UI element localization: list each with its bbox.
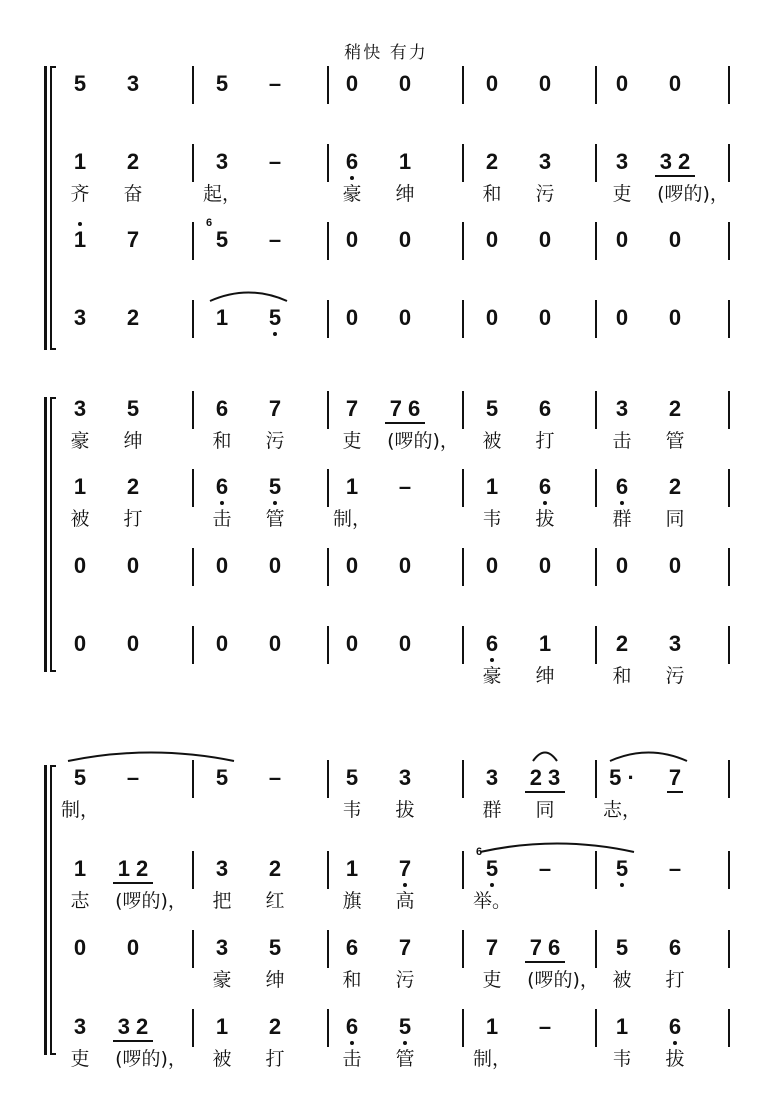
note: 0 bbox=[73, 935, 87, 960]
note-underline bbox=[655, 175, 695, 177]
note: 7 bbox=[398, 856, 412, 881]
lyric: 绅 bbox=[265, 969, 285, 991]
low-octave-dot bbox=[673, 1041, 677, 1045]
lyric: 管 bbox=[265, 508, 285, 530]
lyric: 韦 bbox=[612, 1048, 632, 1070]
note: 7 bbox=[485, 935, 499, 960]
note: 0 bbox=[398, 631, 412, 656]
note-underline bbox=[525, 791, 565, 793]
note-underline bbox=[113, 1040, 153, 1042]
barline bbox=[192, 469, 194, 507]
note: 0 bbox=[215, 553, 229, 578]
note: 5 bbox=[345, 765, 359, 790]
note: 1 bbox=[538, 631, 552, 656]
note: 1 2 bbox=[117, 856, 149, 881]
slur bbox=[610, 753, 687, 762]
note: 5 bbox=[615, 856, 629, 881]
note: 3 bbox=[73, 396, 87, 421]
barline bbox=[595, 222, 597, 260]
high-octave-dot bbox=[78, 222, 82, 226]
barline bbox=[327, 1009, 329, 1047]
barline bbox=[595, 300, 597, 338]
note: 0 bbox=[126, 553, 140, 578]
lyric: 豪 bbox=[342, 183, 362, 205]
note: 5 bbox=[268, 474, 282, 499]
barline bbox=[327, 300, 329, 338]
low-octave-dot bbox=[403, 1041, 407, 1045]
barline bbox=[192, 760, 194, 798]
lyric: 和 bbox=[482, 183, 502, 205]
system-bracket bbox=[50, 66, 56, 350]
note: 6 bbox=[668, 935, 682, 960]
lyric: 绅 bbox=[123, 430, 143, 452]
note: 1 bbox=[73, 227, 87, 252]
note: 6 bbox=[538, 396, 552, 421]
note: – bbox=[268, 71, 282, 96]
barline bbox=[327, 930, 329, 968]
lyric: 豪 bbox=[70, 430, 90, 452]
note: 0 bbox=[615, 305, 629, 330]
note: 3 2 bbox=[117, 1014, 149, 1039]
lyric: 管 bbox=[395, 1048, 415, 1070]
barline bbox=[462, 851, 464, 889]
note: 1 bbox=[345, 474, 359, 499]
lyric: 污 bbox=[265, 430, 285, 452]
lyric: 制， bbox=[60, 799, 100, 821]
note: 1 bbox=[345, 856, 359, 881]
note: 0 bbox=[268, 553, 282, 578]
lyric: 同 bbox=[535, 799, 555, 821]
lyric: 制， bbox=[472, 1048, 512, 1070]
note: 0 bbox=[615, 227, 629, 252]
lyric: 绅 bbox=[535, 665, 555, 687]
barline bbox=[327, 391, 329, 429]
low-octave-dot bbox=[620, 883, 624, 887]
tempo-marking: 稍快 有力 bbox=[344, 43, 428, 63]
note: 1 bbox=[73, 474, 87, 499]
lyric: 高 bbox=[395, 890, 415, 912]
lyric: 和 bbox=[212, 430, 232, 452]
lyric: 污 bbox=[535, 183, 555, 205]
note: 6 bbox=[345, 935, 359, 960]
grace-note: 6 bbox=[476, 846, 483, 858]
lyric: (啰的)， bbox=[115, 890, 187, 912]
lyric: 同 bbox=[665, 508, 685, 530]
lyric: 打 bbox=[665, 969, 685, 991]
note: – bbox=[268, 149, 282, 174]
lyric: (啰的)， bbox=[527, 969, 599, 991]
note: 3 bbox=[215, 856, 229, 881]
barline bbox=[595, 760, 597, 798]
note: 0 bbox=[73, 553, 87, 578]
note: 0 bbox=[126, 631, 140, 656]
note: 3 bbox=[215, 149, 229, 174]
lyric: 豪 bbox=[482, 665, 502, 687]
note: – bbox=[668, 856, 682, 881]
note: 7 6 bbox=[529, 935, 561, 960]
lyric: 被 bbox=[612, 969, 632, 991]
note: 5 bbox=[73, 765, 87, 790]
note: 5 bbox=[215, 765, 229, 790]
note: 0 bbox=[668, 553, 682, 578]
lyric: 志 bbox=[70, 890, 90, 912]
barline bbox=[462, 1009, 464, 1047]
system-bracket bbox=[50, 397, 56, 672]
slur bbox=[480, 844, 634, 853]
note: 0 bbox=[615, 553, 629, 578]
barline bbox=[462, 391, 464, 429]
note: 0 bbox=[215, 631, 229, 656]
barline bbox=[728, 144, 730, 182]
lyric: 击 bbox=[612, 430, 632, 452]
note: 3 bbox=[615, 149, 629, 174]
lyric: 和 bbox=[612, 665, 632, 687]
note: 0 bbox=[538, 305, 552, 330]
note: 1 bbox=[73, 149, 87, 174]
barline bbox=[462, 626, 464, 664]
low-octave-dot bbox=[543, 501, 547, 505]
note: 6 bbox=[215, 474, 229, 499]
note: 0 bbox=[73, 631, 87, 656]
lyric: 豪 bbox=[212, 969, 232, 991]
note: 0 bbox=[345, 305, 359, 330]
note: 3 bbox=[73, 305, 87, 330]
barline bbox=[192, 626, 194, 664]
barline bbox=[192, 548, 194, 586]
lyric: 被 bbox=[482, 430, 502, 452]
note: 2 bbox=[615, 631, 629, 656]
note: 2 bbox=[668, 474, 682, 499]
note: 0 bbox=[538, 71, 552, 96]
note: 0 bbox=[668, 227, 682, 252]
note: 1 bbox=[615, 1014, 629, 1039]
barline bbox=[192, 851, 194, 889]
note: 2 3 bbox=[529, 765, 561, 790]
lyric: 污 bbox=[665, 665, 685, 687]
note: 5 bbox=[215, 71, 229, 96]
lyric: 被 bbox=[212, 1048, 232, 1070]
note: 0 bbox=[485, 305, 499, 330]
note: 7 bbox=[268, 396, 282, 421]
barline bbox=[327, 222, 329, 260]
note: 7 6 bbox=[389, 396, 421, 421]
barline bbox=[595, 144, 597, 182]
lyric: 齐 bbox=[70, 183, 90, 205]
barline bbox=[192, 222, 194, 260]
note: 0 bbox=[345, 71, 359, 96]
note: 7 bbox=[668, 765, 682, 790]
lyric: 起， bbox=[202, 183, 242, 205]
note: 2 bbox=[126, 149, 140, 174]
barline bbox=[327, 144, 329, 182]
barline bbox=[595, 469, 597, 507]
note: 6 bbox=[615, 474, 629, 499]
note: 3 bbox=[538, 149, 552, 174]
barline bbox=[462, 760, 464, 798]
note: 6 bbox=[538, 474, 552, 499]
lyric: 吏 bbox=[612, 183, 632, 205]
barline bbox=[462, 222, 464, 260]
note: 7 bbox=[126, 227, 140, 252]
barline bbox=[462, 300, 464, 338]
note: 0 bbox=[485, 71, 499, 96]
barline bbox=[192, 66, 194, 104]
note: 5 · bbox=[609, 765, 635, 790]
note: 7 bbox=[398, 935, 412, 960]
barline bbox=[192, 930, 194, 968]
barline bbox=[595, 391, 597, 429]
note: 2 bbox=[126, 474, 140, 499]
note: 2 bbox=[268, 856, 282, 881]
note: 2 bbox=[668, 396, 682, 421]
lyric: 污 bbox=[395, 969, 415, 991]
barline bbox=[192, 144, 194, 182]
barline bbox=[595, 930, 597, 968]
note-underline bbox=[113, 882, 153, 884]
note: 7 bbox=[345, 396, 359, 421]
note: – bbox=[126, 765, 140, 790]
system-bracket bbox=[50, 765, 56, 1055]
grace-note: 6 bbox=[206, 217, 213, 229]
low-octave-dot bbox=[220, 501, 224, 505]
note: 3 bbox=[398, 765, 412, 790]
note: 1 bbox=[215, 305, 229, 330]
barline bbox=[728, 300, 730, 338]
note: 6 bbox=[345, 149, 359, 174]
low-octave-dot bbox=[490, 658, 494, 662]
barline bbox=[462, 144, 464, 182]
barline bbox=[728, 548, 730, 586]
barline bbox=[192, 391, 194, 429]
note: 3 bbox=[215, 935, 229, 960]
note: 0 bbox=[485, 553, 499, 578]
barline bbox=[462, 469, 464, 507]
lyric: 打 bbox=[265, 1048, 285, 1070]
note: – bbox=[398, 474, 412, 499]
barline bbox=[595, 626, 597, 664]
lyric: 击 bbox=[342, 1048, 362, 1070]
note: 3 bbox=[485, 765, 499, 790]
note: 3 bbox=[615, 396, 629, 421]
barline bbox=[462, 548, 464, 586]
lyric: 群 bbox=[482, 799, 502, 821]
low-octave-dot bbox=[350, 176, 354, 180]
note: 0 bbox=[615, 71, 629, 96]
note-underline bbox=[667, 791, 683, 793]
barline bbox=[192, 1009, 194, 1047]
lyric: 吏 bbox=[342, 430, 362, 452]
note: 0 bbox=[538, 227, 552, 252]
note: 0 bbox=[398, 71, 412, 96]
barline bbox=[327, 66, 329, 104]
note: 0 bbox=[668, 305, 682, 330]
barline bbox=[462, 66, 464, 104]
note: 6 bbox=[485, 631, 499, 656]
note: 3 bbox=[668, 631, 682, 656]
lyric: 打 bbox=[123, 508, 143, 530]
note: 0 bbox=[485, 227, 499, 252]
note: 2 bbox=[485, 149, 499, 174]
lyric: (啰的)， bbox=[657, 183, 729, 205]
note: 0 bbox=[345, 631, 359, 656]
barline bbox=[728, 222, 730, 260]
note: 2 bbox=[268, 1014, 282, 1039]
barline bbox=[728, 391, 730, 429]
note: 3 2 bbox=[659, 149, 691, 174]
note: 1 bbox=[398, 149, 412, 174]
barline bbox=[595, 66, 597, 104]
lyric: 拔 bbox=[665, 1048, 685, 1070]
low-octave-dot bbox=[403, 883, 407, 887]
note-underline bbox=[525, 961, 565, 963]
note: 1 bbox=[485, 1014, 499, 1039]
note: 1 bbox=[73, 856, 87, 881]
barline bbox=[327, 626, 329, 664]
barline bbox=[327, 760, 329, 798]
note: 5 bbox=[215, 227, 229, 252]
lyric: 制， bbox=[332, 508, 372, 530]
note: – bbox=[268, 765, 282, 790]
lyric: 管 bbox=[665, 430, 685, 452]
lyric: 拔 bbox=[395, 799, 415, 821]
lyric: 吏 bbox=[70, 1048, 90, 1070]
barline bbox=[327, 548, 329, 586]
note: 5 bbox=[73, 71, 87, 96]
note: 0 bbox=[668, 71, 682, 96]
barline bbox=[728, 1009, 730, 1047]
barline bbox=[462, 930, 464, 968]
note: 5 bbox=[485, 856, 499, 881]
note: 0 bbox=[398, 553, 412, 578]
barline bbox=[327, 851, 329, 889]
barline bbox=[192, 300, 194, 338]
barline bbox=[327, 469, 329, 507]
note: 0 bbox=[345, 553, 359, 578]
slur bbox=[533, 753, 557, 762]
note: 5 bbox=[398, 1014, 412, 1039]
note: 6 bbox=[668, 1014, 682, 1039]
barline bbox=[595, 1009, 597, 1047]
lyric: 吏 bbox=[482, 969, 502, 991]
low-octave-dot bbox=[273, 332, 277, 336]
lyric: 奋 bbox=[123, 183, 143, 205]
barline bbox=[728, 760, 730, 798]
lyric: 红 bbox=[265, 890, 285, 912]
barline bbox=[595, 851, 597, 889]
note: 0 bbox=[345, 227, 359, 252]
note: 5 bbox=[615, 935, 629, 960]
slur bbox=[210, 293, 287, 302]
note: 0 bbox=[268, 631, 282, 656]
lyric: 绅 bbox=[395, 183, 415, 205]
lyric: 旗 bbox=[342, 890, 362, 912]
lyric: 韦 bbox=[482, 508, 502, 530]
note: 0 bbox=[398, 305, 412, 330]
note: 0 bbox=[538, 553, 552, 578]
low-octave-dot bbox=[490, 883, 494, 887]
lyric: 和 bbox=[342, 969, 362, 991]
lyric: 打 bbox=[535, 430, 555, 452]
lyric: (啰的)， bbox=[115, 1048, 187, 1070]
lyric: 举。 bbox=[472, 890, 512, 912]
lyric: (啰的)， bbox=[387, 430, 459, 452]
note: 5 bbox=[268, 305, 282, 330]
barline bbox=[728, 66, 730, 104]
lyric: 拔 bbox=[535, 508, 555, 530]
lyric: 被 bbox=[70, 508, 90, 530]
low-octave-dot bbox=[350, 1041, 354, 1045]
note: 0 bbox=[398, 227, 412, 252]
barline bbox=[595, 548, 597, 586]
note: 6 bbox=[215, 396, 229, 421]
note: – bbox=[268, 227, 282, 252]
lyric: 志， bbox=[602, 799, 642, 821]
lyric: 韦 bbox=[342, 799, 362, 821]
slur bbox=[68, 753, 234, 762]
low-octave-dot bbox=[273, 501, 277, 505]
note-underline bbox=[385, 422, 425, 424]
note: 1 bbox=[215, 1014, 229, 1039]
barline bbox=[728, 851, 730, 889]
note: 3 bbox=[73, 1014, 87, 1039]
lyric: 群 bbox=[612, 508, 632, 530]
note: 5 bbox=[485, 396, 499, 421]
note: 2 bbox=[126, 305, 140, 330]
note: 5 bbox=[268, 935, 282, 960]
low-octave-dot bbox=[620, 501, 624, 505]
lyric: 把 bbox=[212, 890, 232, 912]
note: 0 bbox=[126, 935, 140, 960]
barline bbox=[728, 930, 730, 968]
note: – bbox=[538, 1014, 552, 1039]
note: 6 bbox=[345, 1014, 359, 1039]
note: 1 bbox=[485, 474, 499, 499]
note: 5 bbox=[126, 396, 140, 421]
barline bbox=[728, 626, 730, 664]
lyric: 击 bbox=[212, 508, 232, 530]
note: – bbox=[538, 856, 552, 881]
note: 3 bbox=[126, 71, 140, 96]
barline bbox=[728, 469, 730, 507]
